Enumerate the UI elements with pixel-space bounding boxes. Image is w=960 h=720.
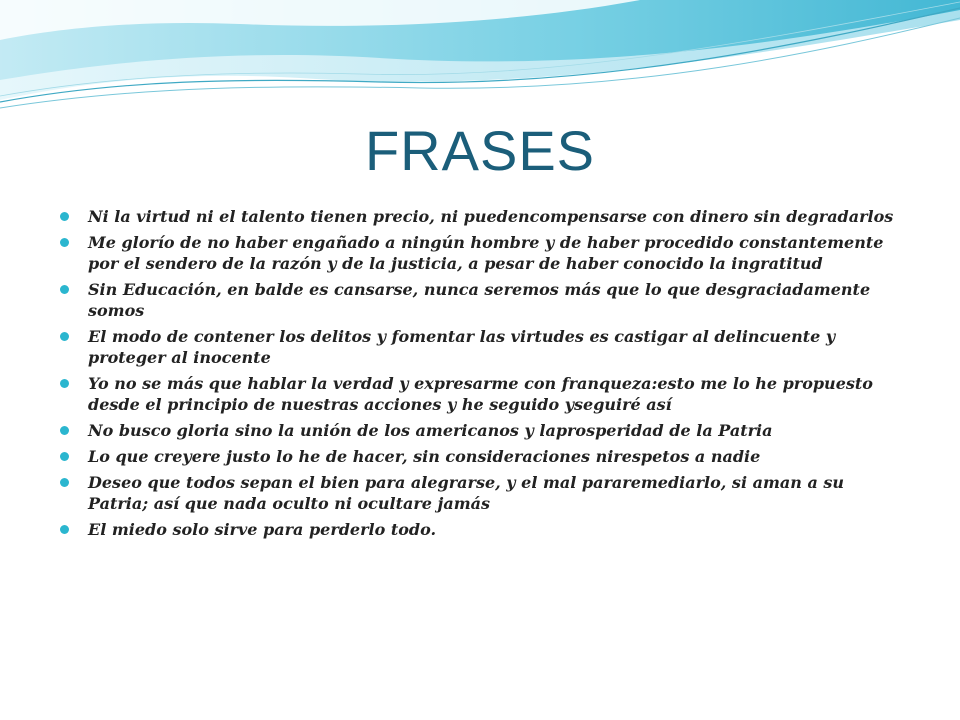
- quote-text: Ni la virtud ni el talento tienen precio, ni puedencompensarse con dinero sin degradarlos: [88, 207, 894, 226]
- quote-list: [60, 206, 905, 545]
- quote-text: Me glorío de no haber engañado a ningún hombre y de haber procedido constantemente por el sendero de la razón y de la justicia, a pesar de haber conocido la ingratitud: [88, 233, 884, 273]
- slide-title: FRASES: [364, 119, 596, 182]
- bullet-dot-icon: [60, 285, 69, 294]
- quote-item: [60, 279, 905, 321]
- bullet-dot-icon: [60, 332, 69, 341]
- bullet-dot-icon: [60, 238, 69, 247]
- quote-text: No busco gloria sino la unión de los americanos y laprosperidad de la Patria: [88, 421, 773, 440]
- quote-text: Sin Educación, en balde es cansarse, nunca seremos más que lo que desgraciadamente somos: [88, 280, 871, 320]
- quote-text: Yo no se más que hablar la verdad y expresarme con franqueza:esto me lo he propuesto desde el principio de nuestras acciones y he seguido yseguiré así: [88, 374, 873, 414]
- quote-item: [60, 446, 905, 467]
- bullet-dot-icon: [60, 525, 69, 534]
- quote-item: [60, 420, 905, 441]
- quote-item: [60, 519, 905, 540]
- quote-item: [60, 232, 905, 274]
- quote-item: [60, 326, 905, 368]
- bullet-dot-icon: [60, 379, 69, 388]
- quote-item: [60, 373, 905, 415]
- bullet-dot-icon: [60, 452, 69, 461]
- quote-item: [60, 206, 905, 227]
- wave-header-decoration: [0, 0, 960, 130]
- quote-text: Lo que creyere justo lo he de hacer, sin consideraciones nirespetos a nadie: [88, 447, 761, 466]
- quote-text: Deseo que todos sepan el bien para alegrarse, y el mal pararemediarlo, si aman a su Patria; así que nada oculto ni ocultare jamás: [88, 473, 845, 513]
- bullet-dot-icon: [60, 212, 69, 221]
- quote-item: [60, 472, 905, 514]
- quote-text: El modo de contener los delitos y fomentar las virtudes es castigar al delincuente y proteger al inocente: [88, 327, 836, 367]
- bullet-dot-icon: [60, 478, 69, 487]
- quote-text: El miedo solo sirve para perderlo todo.: [88, 520, 437, 539]
- bullet-dot-icon: [60, 426, 69, 435]
